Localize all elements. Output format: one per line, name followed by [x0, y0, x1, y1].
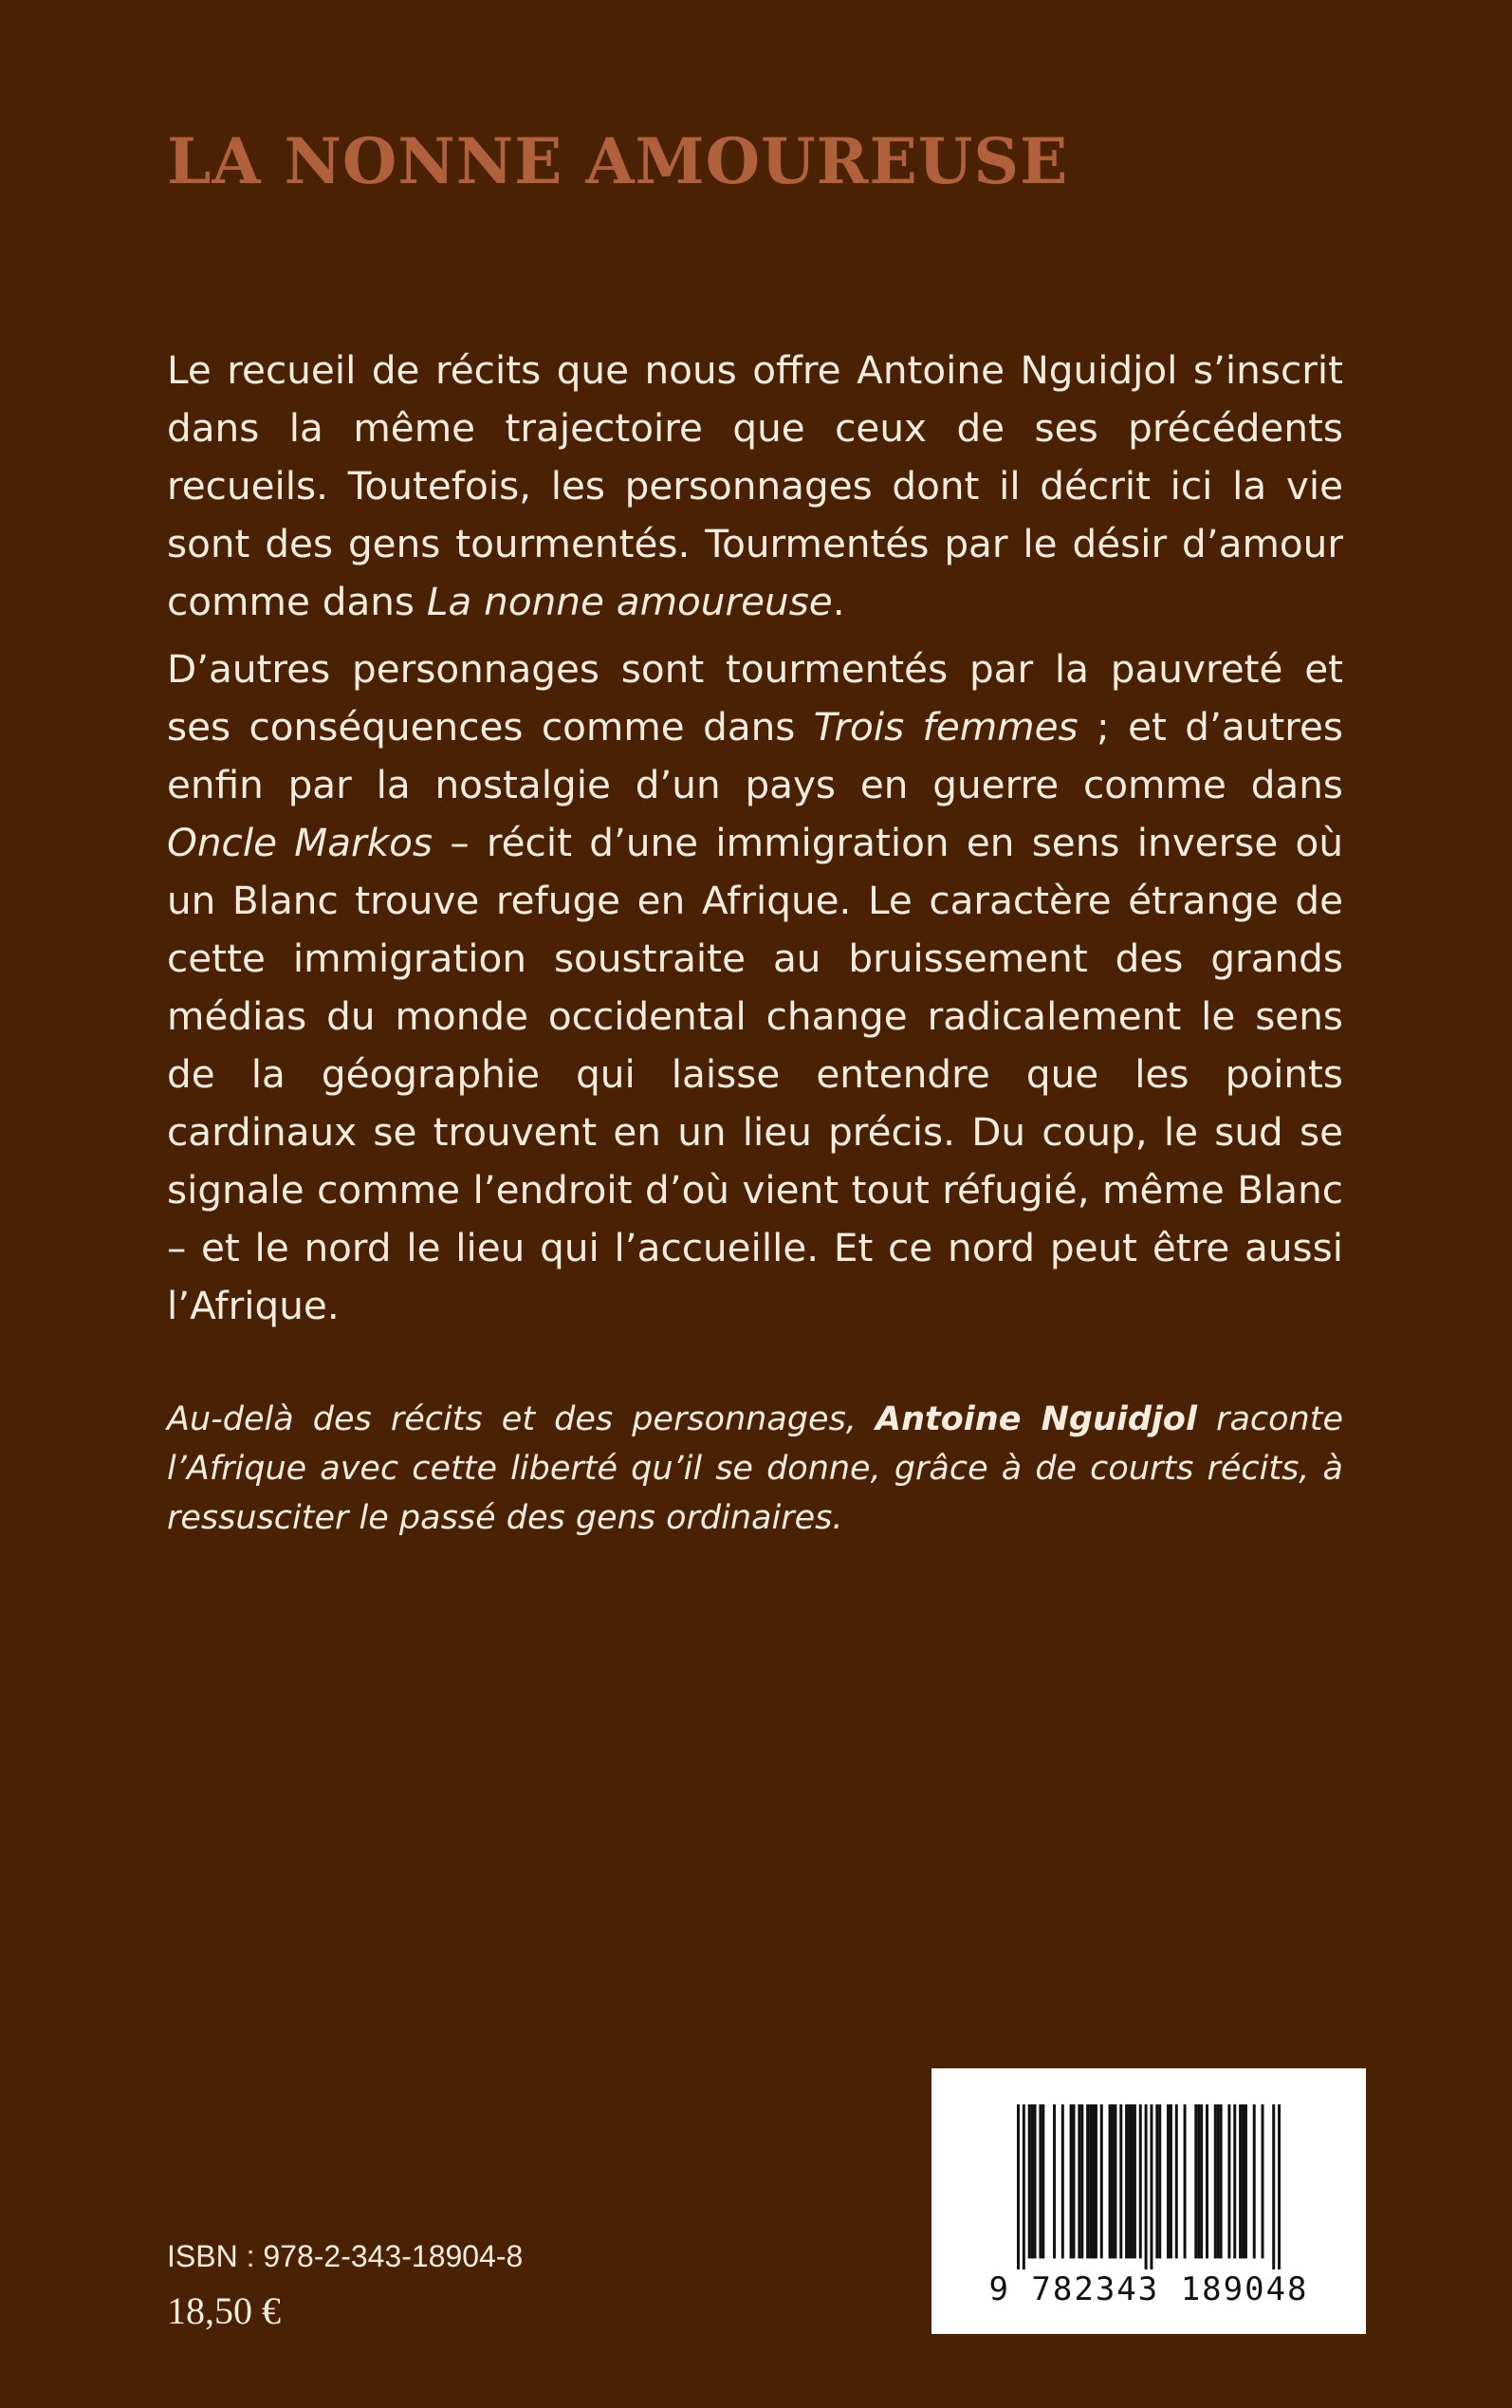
- story-title-trois-femmes: Trois femmes: [813, 704, 1079, 750]
- barcode-bar: [1086, 2104, 1089, 2258]
- story-title-oncle-markos: Oncle Markos: [167, 820, 433, 865]
- barcode-bar: [1078, 2104, 1080, 2258]
- summary-p1-text-a: Le recueil de récits que nous offre Antoine Nguidjol s’inscrit dans la même trajectoire que ceux de ses précédents recueils. Toutefois, les personnages dont il décrit ici la vie sont des gens tourmentés. Tourmentés par le désir d’amour comme dans: [167, 347, 1343, 624]
- barcode-bar: [1042, 2104, 1044, 2258]
- barcode-bar: [1070, 2104, 1073, 2258]
- barcode-bar: [1158, 2104, 1161, 2258]
- barcode-bar: [1233, 2104, 1236, 2258]
- barcode-box: [931, 2068, 1366, 2334]
- summary-p2-text-b: ; et d’autres enfin par la nostalgie d’un pays en guerre comme dans: [167, 704, 1343, 807]
- barcode-bar: [1073, 2104, 1076, 2258]
- barcode-bar: [1031, 2104, 1034, 2258]
- barcode-bar: [1155, 2104, 1158, 2258]
- barcode-bar: [1200, 2104, 1203, 2258]
- barcode-bar: [1242, 2104, 1245, 2258]
- barcode-digits: 9 782343 189048: [988, 2270, 1309, 2308]
- barcode-bar: [1167, 2104, 1170, 2258]
- summary-p2-text-a: D’autres personnages sont tourmentés par la pauvreté et ses conséquences comme dans: [167, 646, 1343, 750]
- barcode-guard-bar: [1145, 2104, 1148, 2269]
- barcode-guard-bar: [1278, 2104, 1281, 2269]
- tagline-text-a: Au-delà des récits et des personnages,: [167, 1400, 876, 1438]
- barcode-bar: [1128, 2104, 1131, 2258]
- barcode-bar: [1175, 2104, 1178, 2258]
- barcode-bar: [1100, 2104, 1103, 2258]
- barcode-bar: [1111, 2104, 1114, 2258]
- summary-paragraph-2: [167, 640, 1343, 1335]
- barcode-bar: [1227, 2104, 1230, 2258]
- barcode-bar: [1134, 2104, 1136, 2258]
- barcode-bar: [1170, 2104, 1172, 2258]
- barcode-bar: [1114, 2104, 1116, 2258]
- barcode-bar: [1119, 2104, 1122, 2258]
- barcode-bar: [1253, 2104, 1256, 2258]
- barcode-guard-bar: [1150, 2104, 1152, 2269]
- summary-paragraph-1: [167, 342, 1343, 631]
- barcode-bar: [1184, 2104, 1187, 2258]
- barcode-bar: [1125, 2104, 1128, 2258]
- barcode-guard-bar: [1017, 2104, 1020, 2269]
- barcode-bar: [1214, 2104, 1217, 2258]
- isbn-label: ISBN : 978-2-343-18904-8: [167, 2239, 524, 2273]
- book-title: LA NONNE AMOUREUSE: [167, 124, 1069, 198]
- barcode-bar: [1034, 2104, 1037, 2258]
- author-name: Antoine Nguidjol: [876, 1400, 1197, 1438]
- back-cover-summary: [167, 342, 1343, 1344]
- barcode-bar: [1239, 2104, 1242, 2258]
- author-tagline: [167, 1395, 1343, 1543]
- summary-p1-text-b: .: [832, 579, 845, 624]
- barcode-guard-bar: [1023, 2104, 1025, 2269]
- barcode-bar: [1131, 2104, 1134, 2258]
- summary-p2-text-c: – récit d’une immigration en sens inverse où un Blanc trouve refuge en Afrique. Le caractère étrange de cette immigration soustraite au bruissement des grands médias du monde occidental change radicalement le sens de la géographie qui laisse entendre que les points cardinaux se trouvent en un lieu précis. Du coup, le sud se signale comme l’endroit d’où vient tout réfugié, même Blanc – et le nord le lieu qui l’accueille. Et ce nord peut être aussi l’Afrique.: [167, 820, 1344, 1328]
- barcode-bar: [1220, 2104, 1223, 2258]
- barcode-bar: [1245, 2104, 1247, 2258]
- barcode-bar: [1197, 2104, 1200, 2258]
- barcode-bar: [1139, 2104, 1142, 2258]
- barcode-bar: [1194, 2104, 1197, 2258]
- barcode-bar: [1089, 2104, 1092, 2258]
- barcode-bar: [1028, 2104, 1031, 2258]
- barcode-bar: [1092, 2104, 1095, 2258]
- story-title-la-nonne-amoureuse: La nonne amoureuse: [426, 579, 833, 624]
- barcode-bar: [1109, 2104, 1112, 2258]
- tagline-text-b: raconte l’Afrique avec cette liberté qu’il se donne, grâce à de courts récits, à ressusciter le passé des gens ordinaires.: [167, 1400, 1343, 1537]
- barcode-bar: [1039, 2104, 1042, 2258]
- price-label: 18,50 €: [167, 2289, 281, 2332]
- barcode-bar: [1080, 2104, 1083, 2258]
- barcode-bar: [1262, 2104, 1264, 2258]
- barcode-bar: [1206, 2104, 1208, 2258]
- barcode-bar: [1053, 2104, 1056, 2258]
- barcode-icon: [1017, 2104, 1281, 2269]
- barcode-bar: [1217, 2104, 1220, 2258]
- barcode-bar: [1061, 2104, 1064, 2258]
- barcode-bar: [1095, 2104, 1097, 2258]
- barcode-guard-bar: [1272, 2104, 1275, 2269]
